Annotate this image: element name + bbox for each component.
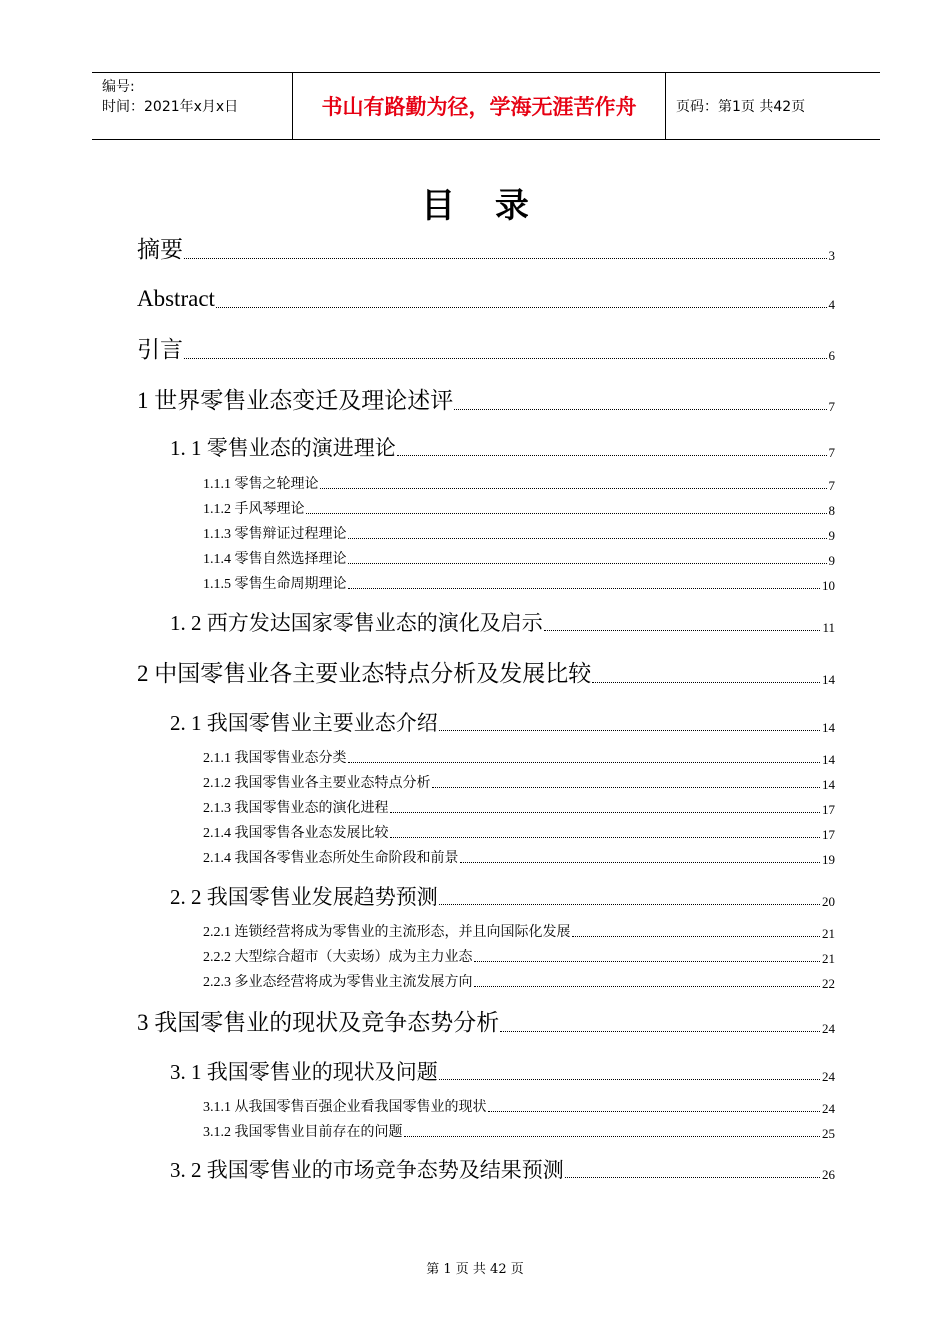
toc-entry[interactable]: [137, 1010, 835, 1036]
toc-dot-leader: [474, 986, 821, 987]
toc-entry-label: 摘要: [137, 237, 183, 262]
toc-dot-leader: [348, 588, 821, 589]
toc-entry-page: 6: [828, 348, 835, 363]
toc-entry-page: 21: [822, 951, 835, 966]
toc-entry-page: 7: [828, 445, 835, 460]
toc-entry[interactable]: [203, 801, 835, 817]
toc-entry-label: 引言: [137, 337, 183, 362]
toc-entry[interactable]: [137, 661, 835, 687]
toc-entry[interactable]: [203, 577, 835, 593]
toc-entry[interactable]: [203, 851, 835, 867]
toc-dot-leader: [216, 307, 827, 308]
toc-dot-leader: [565, 1177, 820, 1178]
toc-entry[interactable]: [203, 552, 835, 568]
toc-dot-leader: [544, 630, 821, 631]
toc-entry-label: 1.1.2 手风琴理论: [203, 502, 305, 517]
toc-entry-label: 2 中国零售业各主要业态特点分析及发展比较: [137, 661, 592, 686]
toc-dot-leader: [488, 1111, 821, 1112]
toc-entry-page: 14: [822, 752, 835, 767]
toc-entry[interactable]: [203, 527, 835, 543]
toc-entry-label: 3.1.2 我国零售业目前存在的问题: [203, 1125, 403, 1140]
toc-entry-page: 8: [828, 503, 835, 518]
toc-entry[interactable]: [203, 502, 835, 518]
toc-entry-page: 9: [828, 528, 835, 543]
toc-dot-leader: [184, 258, 827, 259]
toc-entry[interactable]: [203, 1125, 835, 1141]
toc-dot-leader: [500, 1031, 820, 1032]
toc-entry-label: 1.1.3 零售辩证过程理论: [203, 527, 347, 542]
toc-entry-label: 1. 2 西方发达国家零售业态的演化及启示: [170, 611, 543, 635]
toc-entry-page: 11: [822, 620, 835, 635]
toc-dot-leader: [390, 812, 821, 813]
toc-dot-leader: [432, 787, 821, 788]
toc-dot-leader: [460, 862, 821, 863]
toc-entry-page: 17: [822, 802, 835, 817]
header-motto: 书山有路勤为径，学海无涯苦作舟: [293, 73, 666, 139]
toc-dot-leader: [572, 936, 821, 937]
toc-dot-leader: [404, 1136, 821, 1137]
toc-entry-page: 3: [828, 248, 835, 263]
toc-entry-label: 3. 1 我国零售业的现状及问题: [170, 1060, 438, 1084]
toc-dot-leader: [390, 837, 821, 838]
toc-entry[interactable]: [170, 885, 835, 909]
toc-dot-leader: [439, 1079, 820, 1080]
toc-entry-label: Abstract: [137, 286, 215, 311]
toc-entry-label: 2.1.1 我国零售业态分类: [203, 751, 347, 766]
toc-entry-label: 2. 2 我国零售业发展趋势预测: [170, 885, 438, 909]
toc-entry-page: 14: [822, 777, 835, 792]
toc-entry-page: 22: [822, 976, 835, 991]
toc-entry-label: 2.2.1 连锁经营将成为零售业的主流形态，并且向国际化发展: [203, 925, 571, 940]
toc-entry-page: 24: [822, 1069, 835, 1084]
toc-entry-page: 9: [828, 553, 835, 568]
toc-entry-label: 1.1.5 零售生命周期理论: [203, 577, 347, 592]
toc-entry[interactable]: [170, 711, 835, 735]
document-time-label: 时间：2021年x月x日: [102, 99, 239, 115]
toc-dot-leader: [439, 904, 820, 905]
toc-entry[interactable]: [203, 925, 835, 941]
toc-dot-leader: [320, 488, 827, 489]
toc-entry[interactable]: [170, 436, 835, 460]
toc-entry-label: 2.2.3 多业态经营将成为零售业主流发展方向: [203, 975, 473, 990]
toc-dot-leader: [474, 961, 821, 962]
toc-dot-leader: [348, 762, 821, 763]
toc-entry[interactable]: [203, 751, 835, 767]
toc-entry[interactable]: [137, 337, 835, 363]
toc-entry-label: 3.1.1 从我国零售百强企业看我国零售业的现状: [203, 1100, 487, 1115]
toc-dot-leader: [454, 409, 826, 410]
toc-dot-leader: [306, 513, 827, 514]
toc-entry[interactable]: [203, 1100, 835, 1116]
toc-entry-label: 1. 1 零售业态的演进理论: [170, 436, 396, 460]
toc-dot-leader: [348, 563, 827, 564]
toc-entry-page: 14: [822, 720, 835, 735]
toc-dot-leader: [348, 538, 827, 539]
toc-entry[interactable]: [203, 975, 835, 991]
toc-title: 目 录: [421, 186, 543, 226]
toc-entry[interactable]: [170, 611, 835, 635]
toc-entry-page: 7: [828, 399, 835, 414]
toc-entry-page: 10: [822, 578, 835, 593]
toc-entry-label: 1.1.4 零售自然选择理论: [203, 552, 347, 567]
header-page-info: 页码：第1页 共42页: [676, 99, 806, 115]
toc-entry-page: 17: [822, 827, 835, 842]
toc-entry-label: 3. 2 我国零售业的市场竞争态势及结果预测: [170, 1158, 564, 1182]
toc-entry-label: 3 我国零售业的现状及竞争态势分析: [137, 1010, 500, 1035]
document-code-label: 编号:: [102, 79, 135, 95]
toc-entry-page: 21: [822, 926, 835, 941]
toc-dot-leader: [439, 730, 820, 731]
toc-entry-page: 26: [822, 1167, 835, 1182]
toc-dot-leader: [592, 682, 820, 683]
toc-entry-label: 2.1.3 我国零售业态的演化进程: [203, 801, 389, 816]
toc-entry[interactable]: [203, 776, 835, 792]
toc-entry[interactable]: [137, 286, 835, 312]
toc-entry-page: 24: [822, 1101, 835, 1116]
toc-entry-page: 19: [822, 852, 835, 867]
toc-entry-label: 2. 1 我国零售业主要业态介绍: [170, 711, 438, 735]
toc-entry-label: 1.1.1 零售之轮理论: [203, 477, 319, 492]
toc-entry[interactable]: [137, 388, 835, 414]
toc-entry[interactable]: [203, 826, 835, 842]
page-footer: 第 1 页 共 42 页: [426, 1262, 524, 1277]
toc-entry-label: 2.2.2 大型综合超市（大卖场）成为主力业态: [203, 950, 473, 965]
toc-dot-leader: [184, 358, 827, 359]
toc-entry[interactable]: [170, 1158, 835, 1182]
toc-entry-page: 4: [828, 297, 835, 312]
toc-entry-page: 14: [822, 672, 835, 687]
toc-dot-leader: [397, 455, 827, 456]
toc-entry-label: 1 世界零售业态变迁及理论述评: [137, 388, 454, 413]
toc-entry-page: 7: [828, 478, 835, 493]
toc-entry-page: 20: [822, 894, 835, 909]
toc-entry-label: 2.1.4 我国各零售业态所处生命阶段和前景: [203, 851, 459, 866]
toc-entry-page: 24: [822, 1021, 835, 1036]
toc-entry-page: 25: [822, 1126, 835, 1141]
toc-entry[interactable]: [203, 950, 835, 966]
toc-entry-label: 2.1.4 我国零售各业态发展比较: [203, 826, 389, 841]
toc-entry[interactable]: [170, 1060, 835, 1084]
toc-entry[interactable]: [203, 477, 835, 493]
toc-entry[interactable]: [137, 237, 835, 263]
toc-entry-label: 2.1.2 我国零售业各主要业态特点分析: [203, 776, 431, 791]
